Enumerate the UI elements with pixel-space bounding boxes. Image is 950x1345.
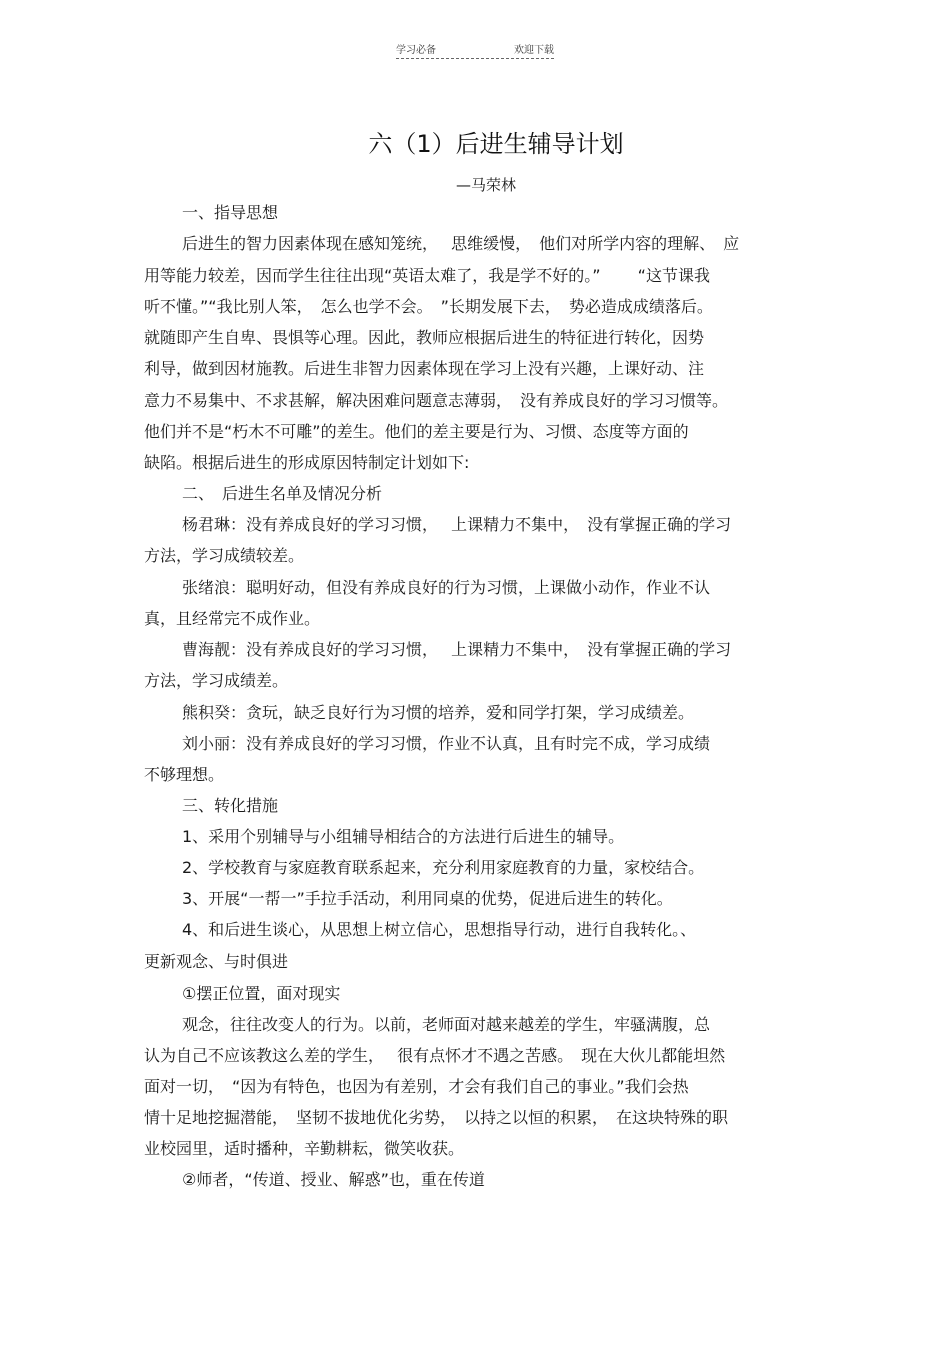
paragraph-line: 听不懂。”“我比别人笨， 怎么也学不会。 ”长期发展下去， 势必造成成绩落后。 — [144, 297, 713, 316]
list-item: 1、采用个别辅导与小组辅导相结合的方法进行后进生的辅导。 — [182, 827, 625, 846]
section-heading: 一、指导思想 — [182, 203, 279, 222]
paragraph-line: 缺陷。根据后进生的形成原因特制定计划如下: — [144, 453, 470, 472]
paragraph-line: 真，且经常完不成作业。 — [144, 609, 321, 628]
paragraph-line: 情十足地挖掘潜能， 坚韧不拔地优化劣势， 以持之以恒的积累， 在这块特殊的职 — [144, 1108, 729, 1127]
page-header — [396, 40, 554, 59]
subheading: ②师者，“传道、授业、解惑”也，重在传道 — [182, 1170, 485, 1189]
list-item: 3、开展“一帮一”手拉手活动，利用同桌的优势，促进后进生的转化。 — [182, 889, 673, 908]
paragraph-line: 用等能力较差，因而学生往往出现“英语太难了，我是学不好的。” “这节课我 — [144, 266, 710, 285]
paragraph-line: 面对一切， “因为有特色，也因为有差别，才会有我们自己的事业。”我们会热 — [144, 1077, 689, 1096]
paragraph-line: 后进生的智力因素体现在感知笼统， 思维缓慢， 他们对所学内容的理解、 应 — [182, 234, 740, 253]
paragraph-line: 熊积癸：贪玩，缺乏良好行为习惯的培养，爱和同学打架，学习成绩差。 — [182, 703, 695, 722]
list-item: 4、和后进生谈心，从思想上树立信心，思想指导行动，进行自我转化。、 — [182, 920, 697, 939]
paragraph-line: 张绪浪：聪明好动，但没有养成良好的行为习惯，上课做小动作，作业不认 — [182, 578, 711, 597]
subheading: ①摆正位置，面对现实 — [182, 984, 341, 1003]
paragraph-line: 业校园里，适时播种，辛勤耕耘，微笑收获。 — [144, 1139, 465, 1158]
paragraph-line: 意力不易集中、不求甚解，解决困难问题意志薄弱， 没有养成良好的学习习惯等。 — [144, 391, 729, 410]
header-right-text: 欢迎下载 — [514, 45, 554, 56]
paragraph-line: 不够理想。 — [144, 765, 225, 784]
document-title: 六（1）后进生辅导计划 — [368, 130, 624, 158]
paragraph-line: 刘小丽：没有养成良好的学习习惯，作业不认真，且有时完不成，学习成绩 — [182, 734, 711, 753]
paragraph-line: 曹海靓：没有养成良好的学习习惯， 上课精力不集中， 没有掌握正确的学习 — [182, 640, 732, 659]
paragraph-line: 就随即产生自卑、畏惧等心理。因此，教师应根据后进生的特征进行转化，因势 — [144, 328, 705, 347]
list-item: 2、学校教育与家庭教育联系起来，充分利用家庭教育的力量，家校结合。 — [182, 858, 705, 877]
section-heading: 三、转化措施 — [182, 796, 279, 815]
paragraph-line: 杨君琳：没有养成良好的学习习惯， 上课精力不集中， 没有掌握正确的学习 — [182, 515, 732, 534]
paragraph-line: 观念，往往改变人的行为。以前，老师面对越来越差的学生，牢骚满腹，总 — [182, 1015, 711, 1034]
paragraph-line: 方法，学习成绩较差。 — [144, 546, 305, 565]
header-left-text: 学习必备 — [396, 45, 436, 56]
section-heading: 二、 后进生名单及情况分析 — [182, 484, 383, 503]
document-author: —马荣林 — [455, 176, 516, 194]
paragraph-line: 利导，做到因材施教。后进生非智力因素体现在学习上没有兴趣，上课好动、注 — [144, 359, 705, 378]
paragraph-line: 方法，学习成绩差。 — [144, 671, 289, 690]
paragraph-line: 更新观念、与时俱进 — [144, 952, 289, 971]
paragraph-line: 他们并不是“朽木不可雕”的差生。他们的差主要是行为、习惯、态度等方面的 — [144, 422, 689, 441]
paragraph-line: 认为自己不应该教这么差的学生， 很有点怀才不遇之苦感。 现在大伙儿都能坦然 — [144, 1046, 726, 1065]
